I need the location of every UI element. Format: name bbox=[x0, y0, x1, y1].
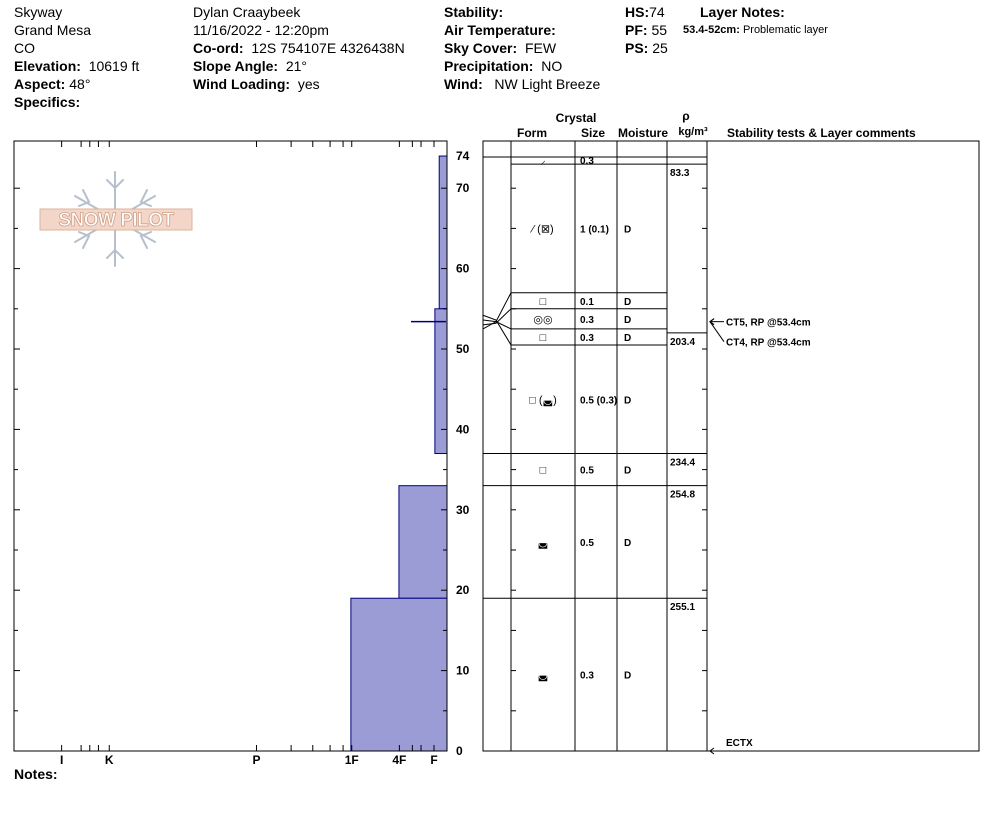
grain-size: 0.1 bbox=[580, 296, 594, 308]
grain-size: 0.5 (0.3) bbox=[580, 395, 618, 407]
grain-size: 0.5 bbox=[580, 465, 594, 477]
depth-tick-label: 40 bbox=[456, 422, 470, 437]
depth-tick-label: 0 bbox=[456, 744, 463, 758]
chart-frames bbox=[14, 141, 979, 751]
grain-form-symbol: ◎◎ bbox=[533, 313, 553, 326]
wind: Wind: NW Light Breeze bbox=[444, 76, 601, 92]
depth-tick-label: 70 bbox=[456, 181, 470, 196]
depth-tick-label: 20 bbox=[456, 583, 470, 598]
hardness-tick-label: P bbox=[252, 753, 261, 767]
grain-size: 0.3 bbox=[580, 314, 594, 326]
ski-penetration: PS: 25 bbox=[625, 40, 668, 56]
column-header-crystal: Crystal bbox=[555, 111, 597, 125]
logo-text: SNOW PILOT bbox=[58, 210, 174, 231]
stability-tests bbox=[710, 318, 811, 754]
density-value: 83.3 bbox=[670, 168, 690, 180]
grain-form-symbol: ◛ bbox=[537, 536, 549, 549]
layer-moisture: D bbox=[624, 537, 632, 549]
precipitation: Precipitation: NO bbox=[444, 58, 563, 74]
depth-tick-label: 60 bbox=[456, 261, 470, 276]
grain-size: 0.3 bbox=[580, 670, 594, 682]
hardness-tick-label: 4F bbox=[392, 753, 407, 767]
column-header-stability: Stability tests & Layer comments bbox=[727, 126, 916, 140]
column-header-density-unit: kg/m³ bbox=[678, 126, 708, 138]
density-value: 255.1 bbox=[670, 602, 696, 614]
wind-loading: Wind Loading: yes bbox=[193, 76, 320, 92]
grain-form-symbol: □ bbox=[539, 331, 547, 344]
depth-tick-label: 50 bbox=[456, 342, 470, 356]
layer-notes-title: Layer Notes: bbox=[700, 4, 785, 20]
grain-form-symbol: □ (◛) bbox=[529, 394, 557, 407]
observer: Dylan Craaybeek bbox=[193, 4, 301, 20]
stability-test-leader bbox=[710, 322, 724, 342]
range: Grand Mesa bbox=[14, 22, 92, 38]
stability: Stability: bbox=[444, 4, 504, 20]
column-header-form: Form bbox=[517, 126, 547, 140]
snowpilot-logo bbox=[40, 172, 192, 266]
column-header-moisture: Moisture bbox=[617, 126, 669, 140]
hardness-tick-label: K bbox=[104, 753, 114, 767]
depth-tick-label: 10 bbox=[456, 663, 470, 678]
grain-size: 0.3 bbox=[580, 156, 594, 168]
depth-tick-label: 74 bbox=[456, 149, 470, 164]
grain-size: 1 (0.1) bbox=[580, 224, 609, 236]
grain-form-symbol: ⁄ (⊠) bbox=[532, 223, 554, 236]
layer-note: 53.4-52cm: Problematic layer bbox=[683, 24, 828, 36]
stability-test-result: CT5, RP @53.4cm bbox=[726, 317, 811, 329]
density-value: 203.4 bbox=[670, 336, 696, 348]
sky-cover: Sky Cover: FEW bbox=[444, 40, 557, 56]
foot-penetration: PF: 55 bbox=[625, 22, 668, 38]
elevation: Elevation: 10619 ft bbox=[14, 58, 140, 74]
layer-moisture: D bbox=[624, 465, 632, 477]
density-value: 234.4 bbox=[670, 457, 696, 469]
datetime: 11/16/2022 - 12:20pm bbox=[193, 22, 329, 38]
hardness-tick-label: 1F bbox=[344, 753, 359, 767]
state: CO bbox=[14, 40, 35, 56]
specifics: Specifics: bbox=[14, 94, 81, 110]
layer-connector bbox=[483, 293, 511, 329]
grain-size: 0.5 bbox=[580, 537, 594, 549]
aspect: Aspect: 48° bbox=[14, 76, 91, 92]
hardness-tick-label: I bbox=[59, 753, 64, 767]
layer-frame bbox=[483, 141, 979, 751]
layer-moisture: D bbox=[624, 395, 632, 407]
column-header-size: Size bbox=[580, 126, 606, 140]
height-of-snow: HS:74 bbox=[625, 4, 665, 20]
hardness-bar bbox=[439, 156, 447, 309]
hardness-bar bbox=[399, 486, 447, 599]
notes-label: Notes: bbox=[14, 766, 58, 782]
column-header-rho: ρ bbox=[682, 109, 690, 123]
location: Skyway bbox=[14, 4, 63, 20]
grain-size: 0.3 bbox=[580, 332, 594, 344]
slope-angle: Slope Angle: 21° bbox=[193, 58, 307, 74]
depth-tick-label: 30 bbox=[456, 502, 470, 517]
hardness-bar bbox=[435, 309, 447, 454]
grain-form-symbol: □ bbox=[539, 464, 547, 477]
hardness-bar bbox=[351, 598, 447, 751]
grain-form-symbol: ◛ bbox=[537, 669, 549, 682]
layer-moisture: D bbox=[624, 314, 632, 326]
coord: Co-ord: 12S 754107E 4326438N bbox=[193, 40, 405, 56]
grain-form-symbol: ⸝ bbox=[540, 155, 546, 168]
hardness-tick-label: F bbox=[430, 753, 438, 767]
grain-form-symbol: □ bbox=[539, 295, 547, 308]
layer-moisture: D bbox=[624, 670, 632, 682]
hardness-profile bbox=[351, 156, 447, 751]
stability-test-result: ECTX bbox=[726, 738, 753, 749]
layer-moisture: D bbox=[624, 296, 632, 308]
air-temperature: Air Temperature: bbox=[444, 22, 556, 38]
density-value: 254.8 bbox=[670, 489, 696, 501]
layer-moisture: D bbox=[624, 224, 632, 236]
density-column bbox=[667, 164, 707, 613]
stability-test-result: CT4, RP @53.4cm bbox=[726, 337, 811, 349]
layer-moisture: D bbox=[624, 332, 632, 344]
